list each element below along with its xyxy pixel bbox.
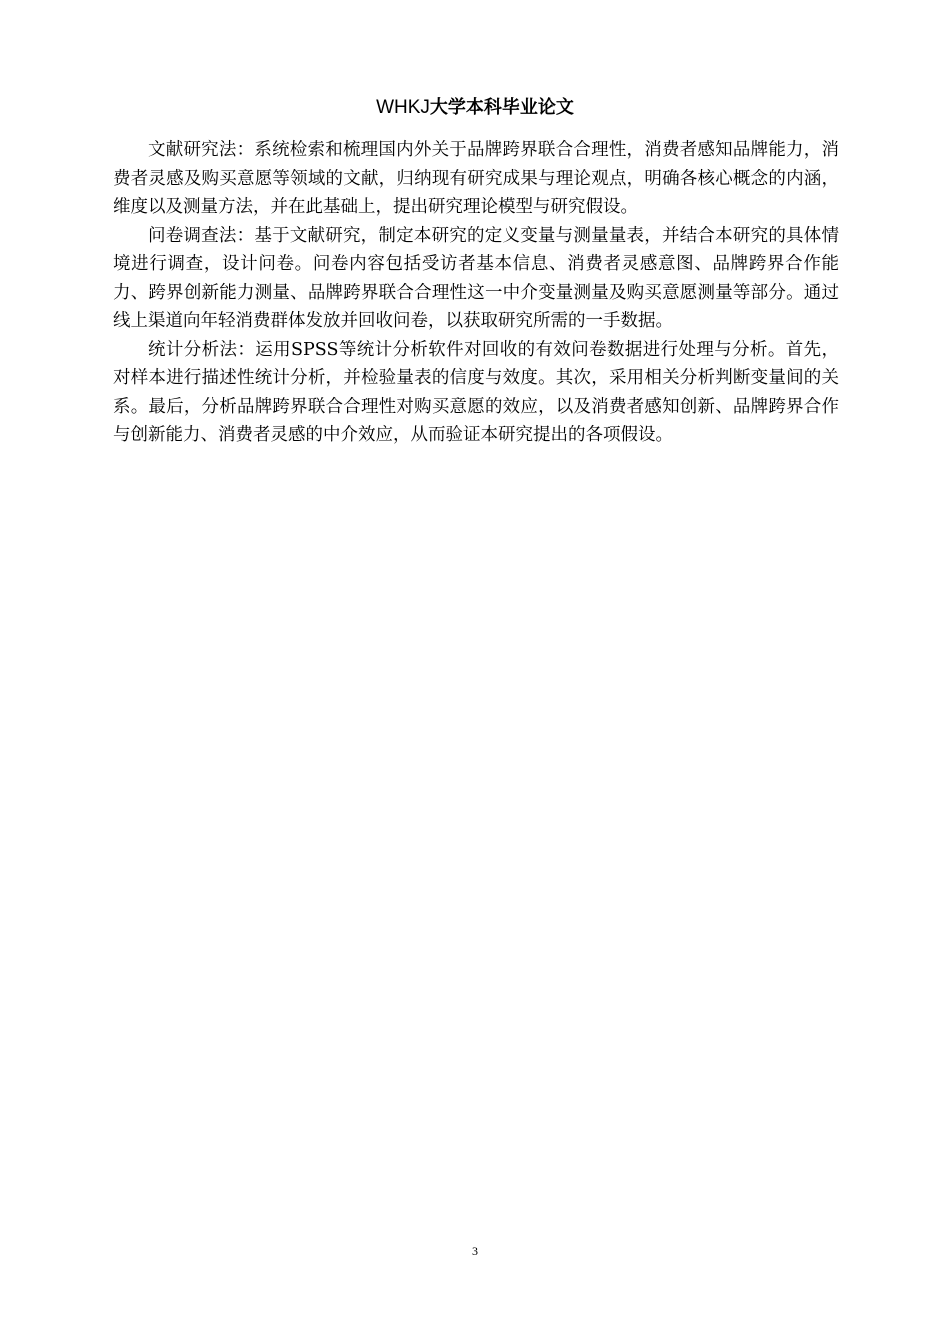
header-university-code: WHKJ xyxy=(376,97,430,118)
paragraph-literature-method: 文献研究法：系统检索和梳理国内外关于品牌跨界联合合理性，消费者感知品牌能力，消费者灵感及购买意愿等领域的文献，归纳现有研究成果与理论观点，明确各核心概念的内涵，维度以及测量方法，并在此基础上，提出研究理论模型与研究假设。 xyxy=(113,140,839,217)
paragraph-questionnaire-method: 问卷调查法：基于文献研究，制定本研究的定义变量与测量量表，并结合本研究的具体情境进行调查，设计问卷。问卷内容包括受访者基本信息、消费者灵感意图、品牌跨界合作能力、跨界创新能力测量、品牌跨界联合合理性这一中介变量测量及购买意愿测量等部分。通过线上渠道向年轻消费群体发放并回收问卷，以获取研究所需的一手数据。 xyxy=(113,225,839,331)
running-header xyxy=(0,94,950,121)
body-text xyxy=(113,136,839,450)
header-title: 大学本科毕业论文 xyxy=(429,97,574,118)
paragraph-statistical-method: 统计分析法：运用SPSS等统计分析软件对回收的有效问卷数据进行处理与分析。首先，对样本进行描述性统计分析，并检验量表的信度与效度。其次，采用相关分析判断变量间的关系。最后，分析品牌跨界联合合理性对购买意愿的效应，以及消费者感知创新、品牌跨界合作与创新能力、消费者灵感的中介效应，从而验证本研究提出的各项假设。 xyxy=(113,339,839,445)
page-number: 3 xyxy=(472,1244,478,1258)
